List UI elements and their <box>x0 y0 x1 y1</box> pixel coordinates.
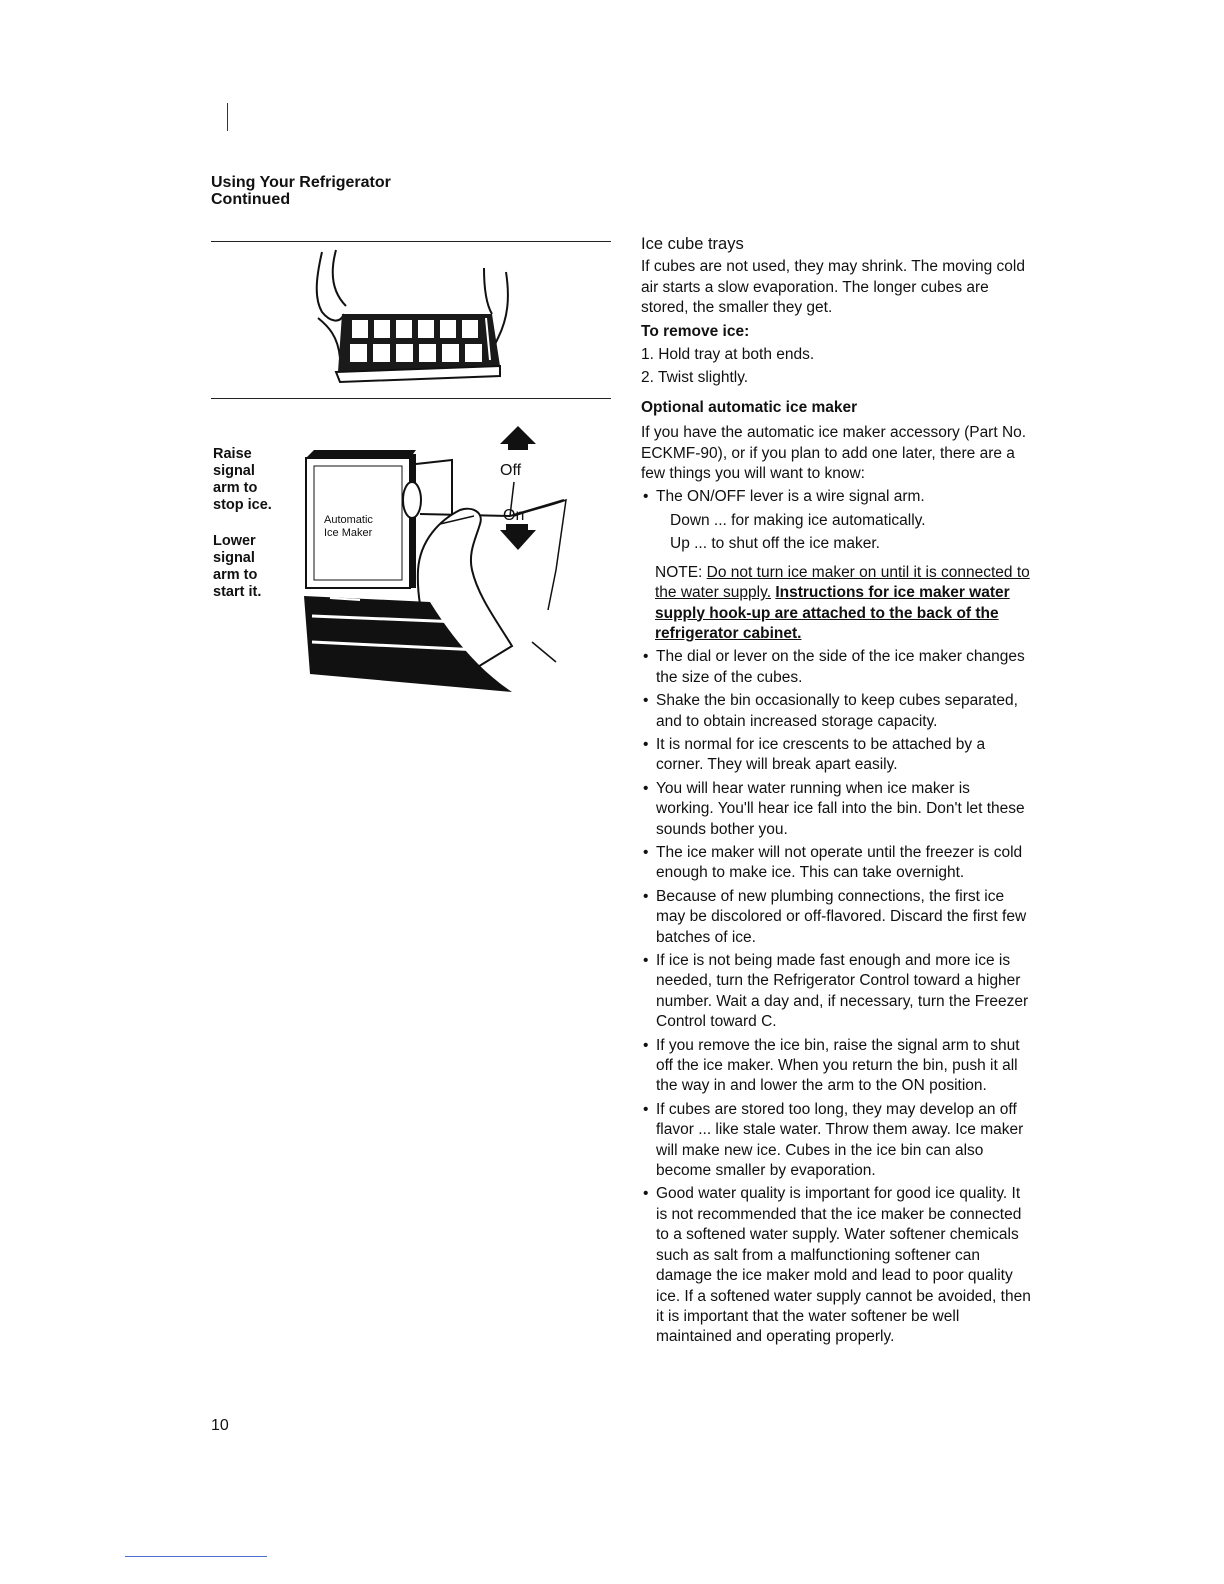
bullet-item: • If cubes are stored too long, they may develop an off flavor ... like stale water. Throw them away. Ice maker will make new ice. Cubes in the ice bin can also become smaller by evaporation. <box>641 1100 1031 1182</box>
main-text-column <box>641 234 1031 1348</box>
remove-ice-heading: To remove ice: <box>641 322 750 340</box>
step-1: 1. Hold tray at both ends. <box>641 346 815 364</box>
bullet-item: • If you remove the ice bin, raise the signal arm to shut off the ice maker. When you return the bin, push it all the way in and lower the arm to the ON position. <box>641 1036 1031 1097</box>
caption-raise: Raise signal arm to stop ice. <box>213 446 272 513</box>
ice-maker-box-label: Automatic Ice Maker <box>324 514 373 539</box>
ice-trays-heading: Ice cube trays <box>641 235 744 253</box>
margin-mark <box>227 103 228 131</box>
header-subtitle: Continued <box>211 191 291 208</box>
bullet-item: • The ice maker will not operate until the freezer is cold enough to make ice. This can take overnight. <box>641 843 1031 884</box>
on-label: On <box>503 507 525 524</box>
step-2: 2. Twist slightly. <box>641 369 749 387</box>
figure-top-rule <box>211 241 611 242</box>
down-arrow-icon <box>500 530 536 550</box>
ice-tray-illustration <box>300 248 530 390</box>
page-number: 10 <box>211 1417 229 1434</box>
note <box>641 563 1031 645</box>
note-text-1: Do not turn ice maker on until it is connected to the water supply. <box>655 563 1030 602</box>
bottom-rule <box>125 1556 267 1557</box>
header-title: Using Your Refrigerator <box>211 174 391 191</box>
caption-lower: Lower signal arm to start it. <box>213 533 262 600</box>
ice-maker-illustration <box>300 420 590 700</box>
optional-ice-maker-paragraph: If you have the automatic ice maker accessory (Part No. ECKMF-90), or if you plan to add one later, there are a few things you will want to know: <box>641 424 1027 483</box>
figure-bottom-rule <box>211 398 611 399</box>
bullet-lever: • The ON/OFF lever is a wire signal arm. <box>641 487 1031 507</box>
bullet-item: • Because of new plumbing connections, the first ice may be discolored or off-flavored. Discard the first few batches of ice. <box>641 887 1031 948</box>
ice-trays-paragraph: If cubes are not used, they may shrink. The moving cold air starts a slow evaporation. The longer cubes are stored, the smaller they get. <box>641 258 1025 317</box>
note-label: NOTE: <box>655 563 707 581</box>
note-text-2: Instructions for ice maker water supply hook-up are attached to the back of the refrigerator cabinet. <box>655 584 1010 642</box>
off-label: Off <box>500 462 522 479</box>
down-instruction: Down ... for making ice automatically. <box>670 511 926 529</box>
bullet-item: • Shake the bin occasionally to keep cubes separated, and to obtain increased storage capacity. <box>641 691 1031 732</box>
up-instruction: Up ... to shut off the ice maker. <box>670 535 880 553</box>
bullet-item: • If ice is not being made fast enough and more ice is needed, turn the Refrigerator Control toward a higher number. Wait a day and, if necessary, turn the Freezer Control toward C. <box>641 951 1031 1033</box>
bullet-item: • You will hear water running when ice maker is working. You'll hear ice fall into the bin. Don't let these sounds bother you. <box>641 779 1031 840</box>
optional-ice-maker-heading: Optional automatic ice maker <box>641 398 858 416</box>
up-arrow-icon <box>500 426 536 444</box>
page-header <box>211 174 391 208</box>
bullet-item: • Good water quality is important for good ice quality. It is not recommended that the ice maker be connected to a softened water supply. Water softener chemicals such as salt from a malfunctioning softener can damage the ice maker mold and lead to poor quality ice. If a softened water supply cannot be avoided, then it is important that the water softener be well maintained and operating properly. <box>641 1184 1031 1347</box>
bullet-item: • It is normal for ice crescents to be attached by a corner. They will break apart easily. <box>641 735 1031 776</box>
bullet-item: • The dial or lever on the side of the ice maker changes the size of the cubes. <box>641 647 1031 688</box>
